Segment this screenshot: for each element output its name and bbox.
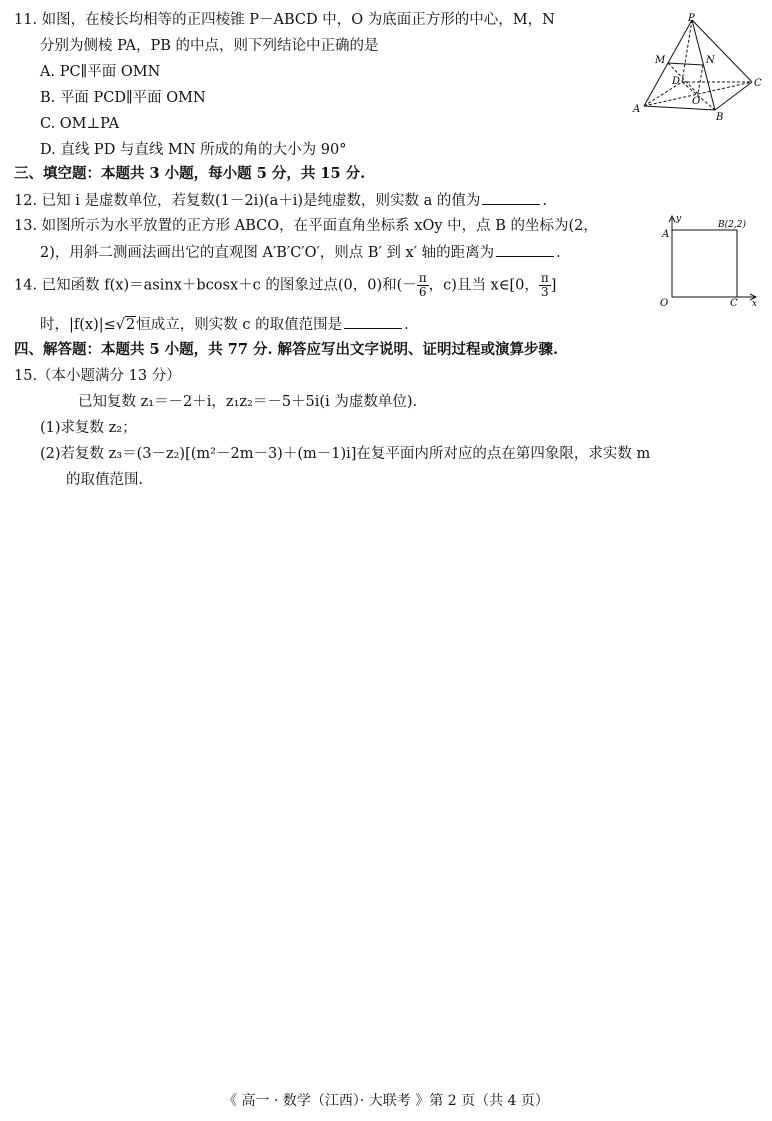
q15-stem: 已知复数 z₁＝－2＋i，z₁z₂＝－5＋5i(i 为虚数单位).: [78, 394, 418, 410]
square-abco: [672, 230, 737, 297]
page-footer: 《 高一 · 数学（江西）· 大联考 》第 2 页（共 4 页）: [223, 1093, 549, 1109]
q11-option-d: D. 直线 PD 与直线 MN 所成的角的大小为 90°: [40, 142, 347, 158]
section-3-title: 三、填空题：本题共 3 小题，每小题 5 分，共 15 分.: [14, 165, 366, 182]
edge-pc: [692, 20, 752, 82]
q11-stem-line2: 分别为侧棱 PA，PB 的中点，则下列结论中正确的是: [40, 38, 379, 54]
sqrt-two: √2: [115, 317, 136, 333]
q14-stem-part1: 14. 已知函数 f(x)＝asinx＋bcosx＋c 的图象过点(0，0)和(－: [14, 277, 417, 294]
q12-answer-blank[interactable]: [482, 190, 540, 205]
label-p: P: [688, 13, 695, 24]
label-y-axis: y: [676, 214, 682, 224]
q14-line2: [40, 314, 409, 335]
q15-part-2-line1: (2)若复数 z₃＝(3－z₂)[(m²－2m－3)＋(m－1)i]在复平面内所对应的点在第四象限，求实数 m: [40, 446, 651, 462]
q12-period: .: [542, 193, 547, 209]
q13-stem-line2: 2)，用斜二测画法画出它的直观图 A′B′C′O′，则点 B′ 到 x′ 轴的距离为: [40, 245, 495, 261]
q15-part-1: (1)求复数 z₂；: [40, 420, 137, 436]
q11-option-c: C. OM⊥PA: [40, 116, 120, 132]
label-o: O: [692, 96, 701, 107]
q14-stem-part2: ，c)且当 x∈[0，: [428, 277, 539, 294]
label-a-point: A: [662, 229, 670, 240]
q15-header: 15.（本小题满分 13 分）: [14, 368, 181, 384]
fraction-pi-over-3: $\frac{\pi}{3}$: [540, 271, 549, 299]
label-x-axis: x: [752, 299, 758, 308]
q14-period: .: [404, 317, 409, 333]
edge-ab: [644, 106, 715, 110]
q12-stem: 12. 已知 i 是虚数单位，若复数(1－2i)(a＋i)是纯虚数，则实数 a 的值为: [14, 193, 481, 209]
label-c-point: C: [730, 298, 738, 308]
label-o-point: O: [660, 298, 669, 308]
q12-line: [14, 190, 547, 211]
q11-stem-line1: 11. 如图，在棱长均相等的正四棱锥 P－ABCD 中，O 为底面正方形的中心，M，N: [14, 12, 555, 28]
q14-stem-part4: 时，|f(x)|≤: [40, 317, 116, 333]
fraction-pi-over-6: $\frac{\pi}{6}$: [418, 271, 427, 299]
q13-period: .: [556, 245, 561, 261]
q14-line1: [14, 272, 556, 299]
label-c: C: [754, 78, 762, 89]
q14-stem-part5: 恒成立，则实数 c 的取值范围是: [136, 317, 343, 333]
segment-no: [698, 65, 703, 94]
square-figure: [652, 212, 764, 308]
q11-option-b: B. 平面 PCD∥平面 OMN: [40, 90, 206, 106]
q13-stem-line1: 13. 如图所示为水平放置的正方形 ABCO，在平面直角坐标系 xOy 中，点 B 的坐标为(2，: [14, 218, 598, 234]
segment-mn: [668, 63, 703, 65]
label-n: N: [706, 55, 715, 66]
q11-option-a: A. PC∥平面 OMN: [40, 64, 161, 80]
label-d: D: [672, 76, 681, 87]
q13-answer-blank[interactable]: [496, 242, 554, 257]
label-m: M: [655, 55, 666, 66]
q13-line2: [40, 242, 561, 263]
pyramid-figure: [630, 12, 765, 122]
section-4-title: 四、解答题：本题共 5 小题，共 77 分. 解答应写出文字说明、证明过程或演算步骤.: [14, 341, 559, 358]
label-a: A: [633, 104, 641, 115]
label-b-point: B(2,2): [718, 220, 746, 230]
q15-part-2-line2: 的取值范围.: [66, 472, 144, 488]
label-b: B: [716, 112, 724, 122]
q14-answer-blank[interactable]: [344, 314, 402, 329]
q14-stem-part3: ]: [550, 277, 557, 294]
